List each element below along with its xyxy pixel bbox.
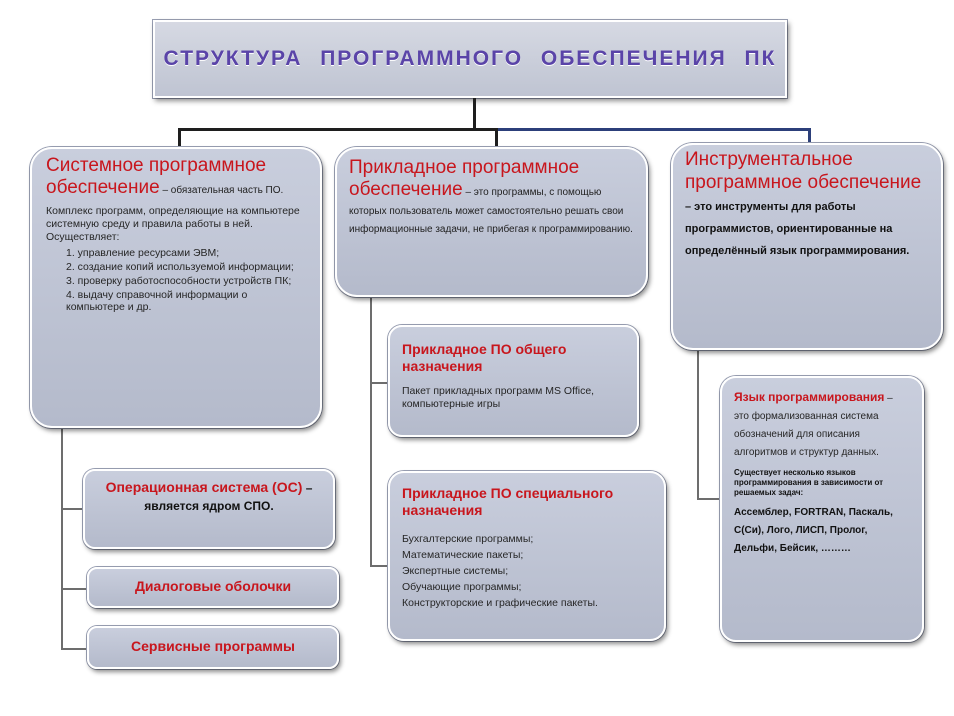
connector-to-shells <box>61 588 87 590</box>
list-item: 2. создание копий используемой информации; <box>66 261 294 273</box>
connector-to-language <box>697 498 721 500</box>
applied-special-list <box>402 531 652 611</box>
connector-tool-branch <box>697 350 699 500</box>
applied-software-heading: Прикладное программное обеспечение <box>349 157 580 200</box>
applied-software-box <box>335 147 648 297</box>
title-box <box>153 20 787 98</box>
connector-horizontal-bus-right <box>496 128 810 131</box>
language-heading: Язык программирования <box>734 390 885 404</box>
applied-special-heading: Прикладное ПО специального назначения <box>402 485 614 518</box>
connector-to-os <box>61 508 83 510</box>
tool-software-box <box>671 143 943 350</box>
tool-software-inline: – это инструменты для работы программистов, ориентированные на определённый язык программирования. <box>685 201 910 257</box>
system-software-description: Комплекс программ, определяющие на компьютере системную среду и правила работы в ней. Осуществляет: <box>46 205 300 243</box>
applied-special-box <box>388 471 666 641</box>
list-item: Бухгалтерские программы; <box>402 533 534 545</box>
shells-label: Диалоговые оболочки <box>134 578 292 594</box>
os-inline: – является ядром СПО. <box>144 481 313 513</box>
connector-to-service <box>61 648 87 650</box>
connector-system-branch <box>61 428 63 650</box>
connector-to-applied <box>495 128 498 148</box>
list-item: Экспертные системы; <box>402 565 509 577</box>
applied-general-heading: Прикладное ПО общего назначения <box>402 341 567 374</box>
applied-general-text: Пакет прикладных программ MS Office, компьютерные игры <box>402 385 595 410</box>
list-item: Конструкторские и графические пакеты. <box>402 597 598 609</box>
service-label: Сервисные программы <box>131 638 295 654</box>
service-box <box>87 626 339 669</box>
system-software-box <box>30 147 322 428</box>
os-heading: Операционная система (ОС) <box>105 479 303 495</box>
language-description: – это формализованная система обозначений для описания алгоритмов и структур данных. <box>734 393 893 458</box>
list-item: 3. проверку работоспособности устройств ПК; <box>66 275 292 287</box>
connector-to-system <box>178 128 181 148</box>
applied-software-inline: – это программы, с помощью которых пользователь может самостоятельно решать свои информационные задачи, не прибегая к программированию. <box>349 187 633 235</box>
language-note: Существует несколько языков программирования в зависимости от решаемых задач: <box>734 468 884 497</box>
language-box <box>720 376 924 642</box>
connector-applied-branch <box>370 297 372 567</box>
system-functions-list <box>46 247 308 313</box>
list-item: Обучающие программы; <box>402 581 522 593</box>
list-item: Математические пакеты; <box>402 549 524 561</box>
list-item: 4. выдачу справочной информации о компьютере и др. <box>66 289 248 313</box>
connector-horizontal-bus <box>178 128 496 131</box>
connector-to-special <box>370 565 388 567</box>
language-examples: Ассемблер, FORTRAN, Паскаль, С(Си), Лого, ЛИСП, Пролог, Дельфи, Бейсик, ……… <box>734 507 893 554</box>
tool-software-heading: Инструментальное программное обеспечение <box>685 149 922 193</box>
system-software-inline: – обязательная часть ПО. <box>159 185 284 196</box>
connector-to-general <box>370 382 388 384</box>
applied-general-box <box>388 325 639 437</box>
system-software-heading: Системное программное обеспечение <box>46 155 267 198</box>
diagram-title: СТРУКТУРА ПРОГРАММНОГО ОБЕСПЕЧЕНИЯ ПК <box>163 47 777 70</box>
list-item: 1. управление ресурсами ЭВМ; <box>66 247 220 259</box>
connector-title-down <box>473 98 476 130</box>
os-box <box>83 469 335 549</box>
shells-box <box>87 567 339 608</box>
